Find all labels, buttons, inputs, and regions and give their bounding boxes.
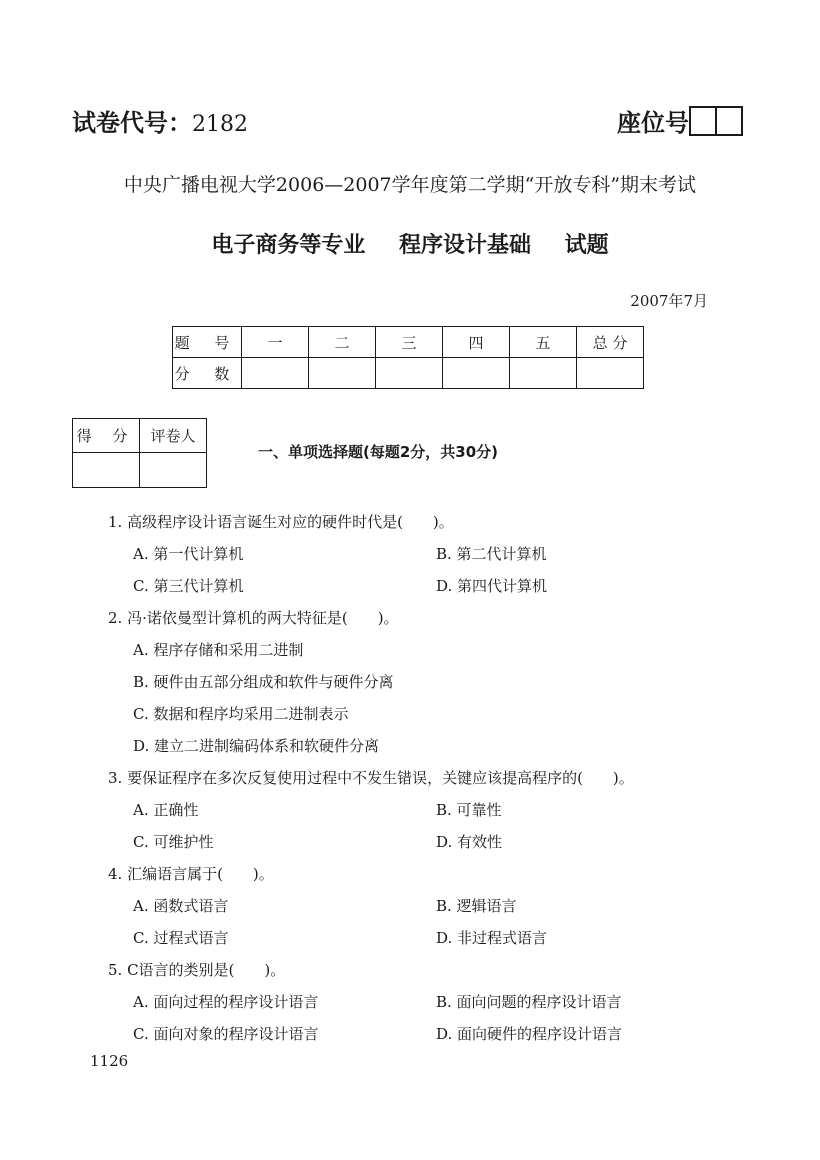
question-option: D. 第四代计算机 xyxy=(436,577,548,595)
question-option: A. 正确性 xyxy=(133,801,199,819)
paper-code-number: 2182 xyxy=(192,112,248,137)
score-table-row-label: 分 数 xyxy=(173,358,242,389)
question-option: B. 硬件由五部分组成和软件与硬件分离 xyxy=(133,673,394,691)
grade-box-grader-label: 评卷人 xyxy=(140,419,207,453)
score-table-col: 五 xyxy=(510,327,577,358)
score-table-col: 总 分 xyxy=(577,327,644,358)
question-option: B. 可靠性 xyxy=(436,801,502,819)
grade-box-score-cell xyxy=(73,453,140,488)
question-option: C. 数据和程序均采用二进制表示 xyxy=(133,705,349,723)
seat-box-2 xyxy=(717,106,743,136)
seat-number-label: 座位号 xyxy=(617,109,689,137)
score-cell xyxy=(376,358,443,389)
score-cell xyxy=(510,358,577,389)
seat-box-1 xyxy=(689,106,717,136)
question-option: A. 程序存储和采用二进制 xyxy=(133,641,304,659)
question-option: C. 第三代计算机 xyxy=(133,577,244,595)
score-table xyxy=(172,326,644,389)
grade-box xyxy=(72,418,207,488)
paper-code xyxy=(72,103,248,138)
question-option: A. 面向过程的程序设计语言 xyxy=(133,993,319,1011)
question-option: C. 面向对象的程序设计语言 xyxy=(133,1025,319,1043)
subject-title: 电子商务等专业 程序设计基础 试题 xyxy=(211,233,609,258)
question-stem: 4. 汇编语言属于( )。 xyxy=(108,865,274,883)
question-stem: 3. 要保证程序在多次反复使用过程中不发生错误，关键应该提高程序的( )。 xyxy=(108,769,634,787)
question-option: C. 可维护性 xyxy=(133,833,214,851)
score-cell xyxy=(443,358,510,389)
section-heading: 一、单项选择题(每题2分，共30分) xyxy=(258,443,499,461)
question-option: B. 面向问题的程序设计语言 xyxy=(436,993,622,1011)
question-option: B. 逻辑语言 xyxy=(436,897,517,915)
question-option: B. 第二代计算机 xyxy=(436,545,547,563)
score-cell xyxy=(577,358,644,389)
question-stem: 5. C语言的类别是( )。 xyxy=(108,961,286,979)
question-stem: 1. 高级程序设计语言诞生对应的硬件时代是( )。 xyxy=(108,513,454,531)
grade-box-score-label: 得 分 xyxy=(73,419,140,453)
score-table-row-label: 题 号 xyxy=(173,327,242,358)
score-table-header-row xyxy=(173,327,644,358)
question-option: C. 过程式语言 xyxy=(133,929,229,947)
score-cell xyxy=(309,358,376,389)
question-option: D. 建立二进制编码体系和软硬件分离 xyxy=(133,737,380,755)
score-table-col: 三 xyxy=(376,327,443,358)
page-number: 1126 xyxy=(90,1052,129,1070)
question-stem: 2. 冯·诺依曼型计算机的两大特征是( )。 xyxy=(108,609,399,627)
seat-number xyxy=(617,103,743,138)
score-table-col: 四 xyxy=(443,327,510,358)
question-option: D. 非过程式语言 xyxy=(436,929,548,947)
score-cell xyxy=(242,358,309,389)
score-table-score-row xyxy=(173,358,644,389)
grade-box-grader-cell xyxy=(140,453,207,488)
exam-title: 中央广播电视大学2006—2007学年度第二学期“开放专科”期末考试 xyxy=(123,174,697,196)
exam-date: 2007年7月 xyxy=(630,292,708,310)
question-option: A. 函数式语言 xyxy=(133,897,229,915)
question-option: A. 第一代计算机 xyxy=(133,545,244,563)
paper-code-label: 试卷代号： xyxy=(72,109,192,137)
question-option: D. 面向硬件的程序设计语言 xyxy=(436,1025,623,1043)
score-table-col: 二 xyxy=(309,327,376,358)
score-table-col: 一 xyxy=(242,327,309,358)
question-option: D. 有效性 xyxy=(436,833,503,851)
